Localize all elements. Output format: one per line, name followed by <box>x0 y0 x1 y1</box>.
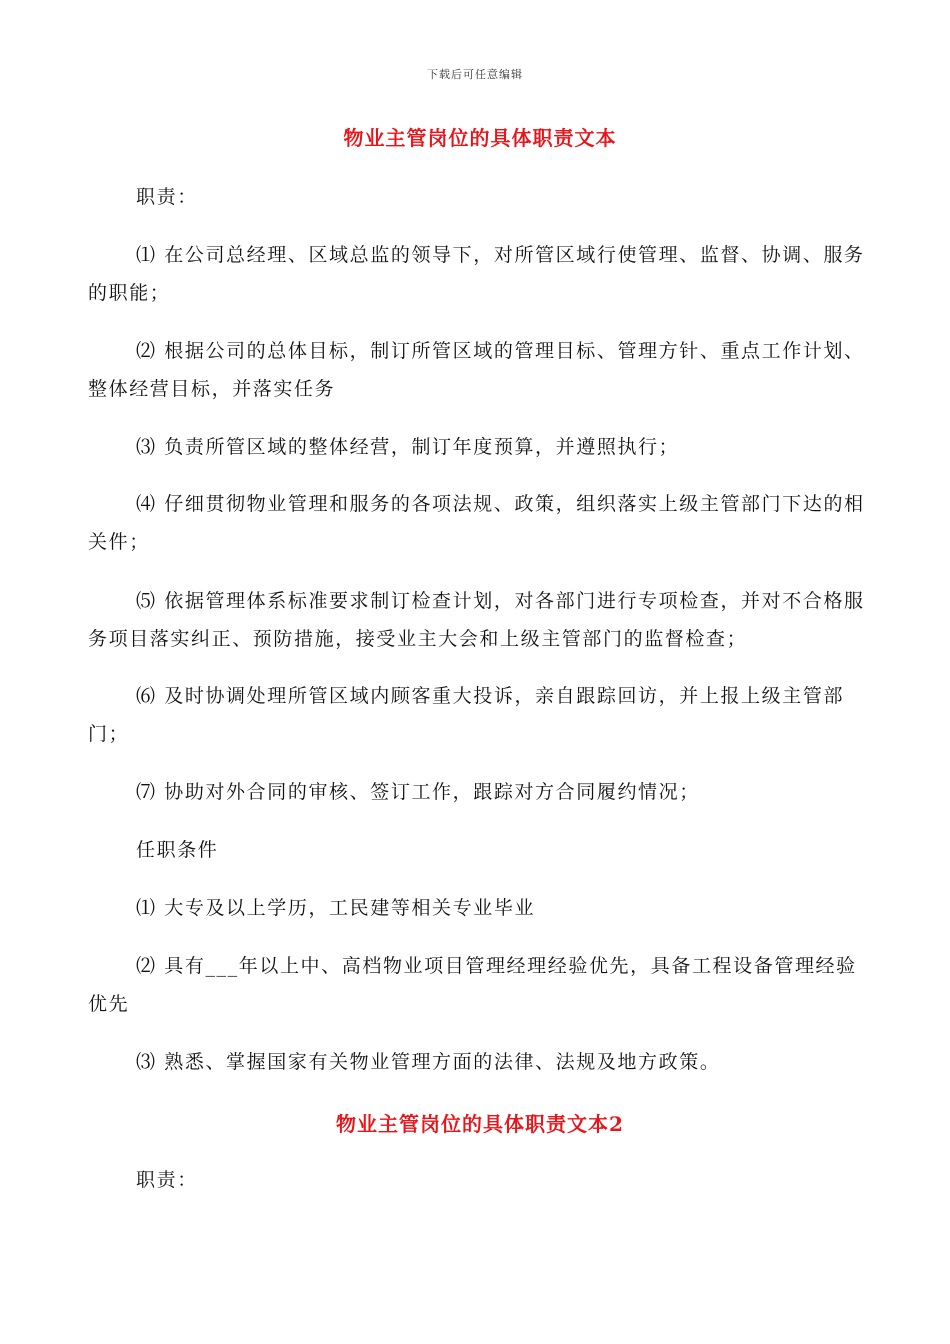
requirements-heading: 任职条件 <box>136 839 219 861</box>
requirement-item-3: ⑶ 熟悉、掌握国家有关物业管理方面的法律、法规及地方政策。 <box>136 1051 721 1073</box>
section-2-title: 物业主管岗位的具体职责文本2 <box>336 1112 624 1136</box>
duty-item-2: ⑵ 根据公司的总体目标，制订所管区域的管理目标、管理方针、重点工作计划、整体经营目标，并落实任务 <box>88 340 865 400</box>
duty-item-3: ⑶ 负责所管区域的整体经营，制订年度预算，并遵照执行； <box>136 436 680 458</box>
page-header-note: 下载后可任意编辑 <box>427 68 523 81</box>
requirement-item-2: ⑵ 具有___年以上中、高档物业项目管理经理经验优先，具备工程设备管理经验优先 <box>88 955 857 1015</box>
section-2-duties-heading: 职责： <box>136 1169 198 1191</box>
section-1-title: 物业主管岗位的具体职责文本 <box>343 126 617 150</box>
duty-item-6: ⑹ 及时协调处理所管区域内顾客重大投诉，亲自跟踪回访，并上报上级主管部门； <box>88 685 845 745</box>
duty-item-5: ⑸ 依据管理体系标准要求制订检查计划，对各部门进行专项检查，并对不合格服务项目落实纠正、预防措施，接受业主大会和上级主管部门的监督检查； <box>88 590 865 650</box>
requirement-item-1: ⑴ 大专及以上学历，工民建等相关专业毕业 <box>136 897 536 919</box>
duties-heading: 职责： <box>136 186 198 208</box>
duty-item-7: ⑺ 协助对外合同的审核、签订工作，跟踪对方合同履约情况； <box>136 781 700 803</box>
duty-item-4: ⑷ 仔细贯彻物业管理和服务的各项法规、政策，组织落实上级主管部门下达的相关件； <box>88 493 865 553</box>
duty-item-1: ⑴ 在公司总经理、区域总监的领导下，对所管区域行使管理、监督、协调、服务的职能； <box>88 244 865 304</box>
